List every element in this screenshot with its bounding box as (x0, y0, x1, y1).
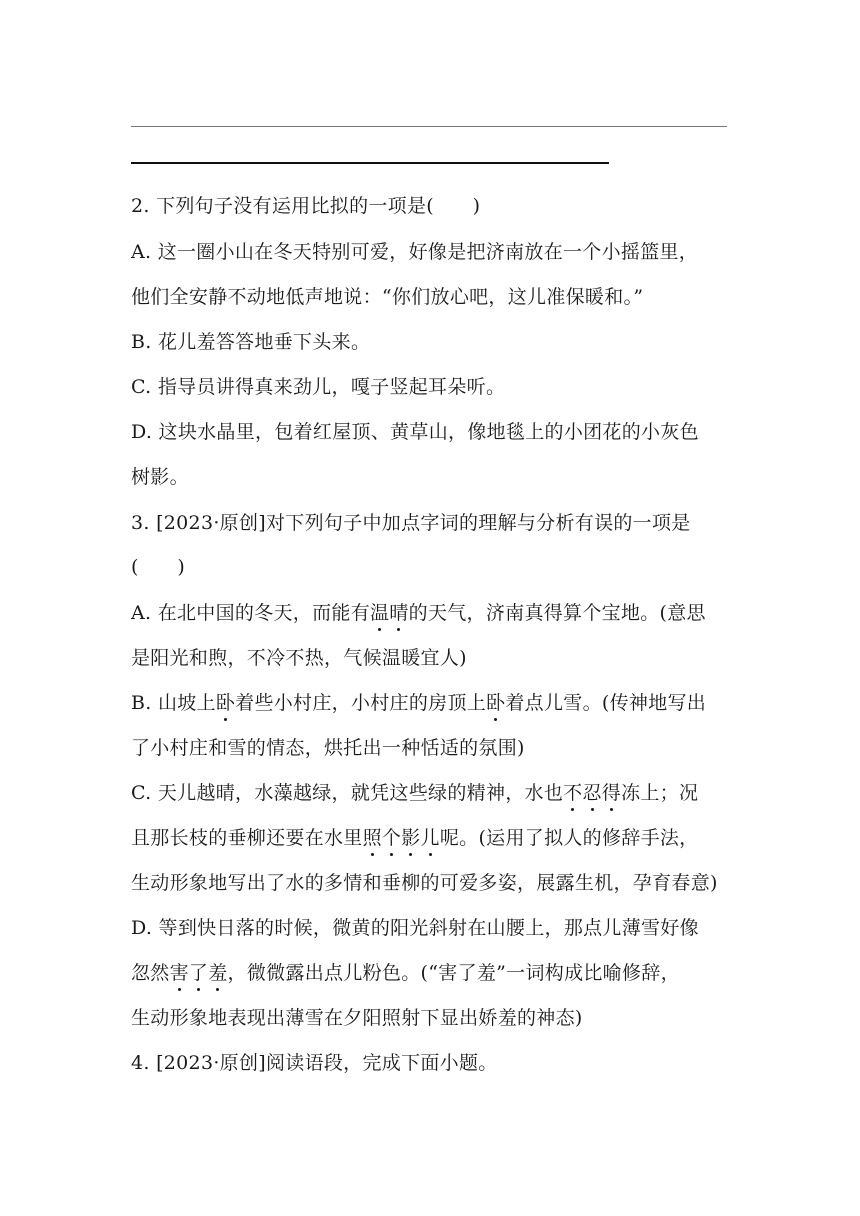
text: 的天气，济南真得算个宝地。(意思 (408, 602, 706, 624)
text: B. 山坡上 (131, 692, 216, 714)
dotted-term (563, 782, 621, 804)
q2-option-d-line1: D. 这块水晶里，包着红屋顶、黄草山，像地毯上的小团花的小灰色 (131, 421, 699, 443)
q3-option-c-line3: 生动形象地写出了水的多情和垂柳的可爱多姿，展露生机，孕育春意) (131, 872, 718, 894)
q2-option-b: B. 花儿羞答答地垂下头来。 (131, 331, 371, 353)
dotted-term: 卧 (215, 692, 236, 714)
q3-stem-line1: 3. [2023·原创]对下列句子中加点字词的理解与分析有误的一项是 (131, 512, 691, 534)
q2-option-c: C. 指导员讲得真来劲儿，嘎子竖起耳朵听。 (131, 376, 506, 398)
q3-option-b-line2: 了小村庄和雪的情态，烘托出一种恬适的氛围) (131, 737, 525, 759)
dotted-char: 影 (401, 827, 421, 849)
dotted-char: 忍 (582, 782, 602, 804)
dotted-char: 照 (362, 827, 382, 849)
q3-option-d-line1: D. 等到快日落的时候，微黄的阳光斜射在山腰上，那点儿薄雪好像 (131, 917, 699, 939)
q3-option-c-line2 (131, 826, 698, 850)
q3-option-a-line2: 是阳光和煦，不冷不热，气候温暖宜人) (131, 647, 467, 669)
text: 着点儿雪。(传神地写出 (505, 692, 707, 714)
text: ，微微露出点儿粉色。(“害了羞”一词构成比喻修辞， (227, 962, 680, 984)
q3-stem-line2: ( ) (131, 556, 186, 578)
dotted-term: 卧 (486, 692, 506, 714)
dotted-char: 得 (601, 782, 622, 804)
dotted-char: 温 (370, 602, 390, 624)
q3-option-d-line2 (131, 961, 680, 985)
dotted-char: 儿 (420, 827, 440, 849)
text: C. 天儿越晴，水藻越绿，就凭这些绿的精神，水也 (131, 782, 564, 804)
dotted-term (370, 602, 409, 624)
text: 着些小村庄，小村庄的房顶上 (235, 692, 487, 714)
dotted-term (170, 962, 228, 984)
dotted-char: 个 (381, 827, 402, 849)
dotted-char: 了 (188, 962, 209, 984)
q3-option-b-line1 (131, 691, 706, 715)
q2-option-a-line2: 他们全安静不动地低声地说：“你们放心吧，这儿准保暖和。” (131, 286, 644, 308)
q2-option-d-line2: 树影。 (131, 466, 189, 488)
dotted-term (363, 827, 440, 849)
text: 忽然 (131, 962, 170, 984)
dotted-char: 晴 (389, 602, 409, 624)
q2-stem: 2. 下列句子没有运用比拟的一项是( ) (131, 195, 481, 217)
text: A. 在北中国的冬天，而能有 (131, 602, 371, 624)
text: 且那长枝的垂柳还要在水里 (131, 827, 363, 849)
text: 冻上；况 (621, 782, 699, 804)
dotted-char: 不 (563, 782, 583, 804)
text: 呢。(运用了拟人的修辞手法， (439, 827, 699, 849)
q3-option-c-line1 (131, 781, 698, 805)
q2-option-a-line1: A. 这一圈小山在冬天特别可爱，好像是把济南放在一个小摇篮里， (131, 241, 699, 263)
answer-line-top (131, 126, 727, 127)
q3-option-d-line3: 生动形象地表现出薄雪在夕阳照射下显出娇羞的神态) (131, 1007, 583, 1029)
answer-line-bottom (131, 162, 609, 164)
q3-option-a-line1 (131, 601, 706, 625)
dotted-char: 羞 (208, 962, 228, 984)
q4-stem: 4. [2023·原创]阅读语段，完成下面小题。 (131, 1052, 498, 1074)
dotted-char: 害 (169, 962, 189, 984)
